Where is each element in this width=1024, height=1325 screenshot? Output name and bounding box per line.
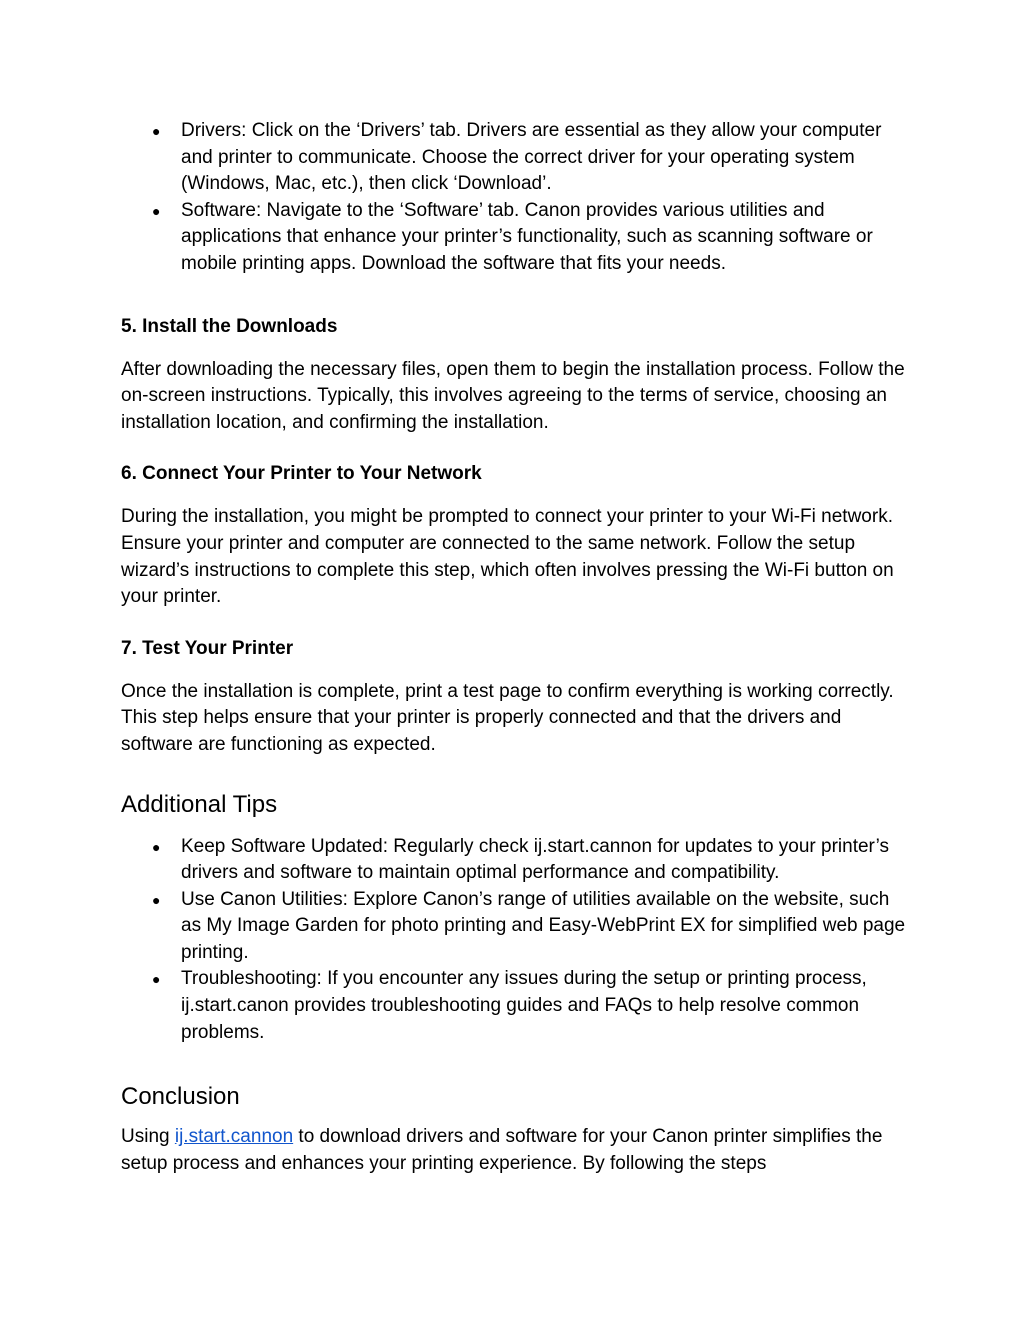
document-content — [121, 118, 911, 1177]
list-item — [121, 118, 911, 198]
step7-body: Once the installation is complete, print a test page to confirm everything is working correctly. This step helps ensure that your printer is properly connected and that the drivers and software are functioning as expected. — [121, 680, 894, 755]
list-item-text: Keep Software Updated: Regularly check ij.start.cannon for updates to your printer’s drivers and software to maintain optimal performance and compatibility. — [181, 835, 889, 884]
step6-heading: 6. Connect Your Printer to Your Network — [121, 463, 482, 485]
step5-heading: 5. Install the Downloads — [121, 315, 338, 337]
list-item-text: Drivers: Click on the ‘Drivers’ tab. Drivers are essential as they allow your computer and printer to communicate. Choose the correct driver for your operating system (Windows, Mac, etc.), then click ‘Download’. — [181, 120, 882, 195]
tips-list — [121, 834, 911, 1047]
download-options-list — [121, 118, 911, 278]
conclusion-rest: to download drivers and software for your Canon printer simplifies the setup process and enhances your printing experience. By following the steps — [121, 1126, 883, 1174]
step5-body: After downloading the necessary files, open them to begin the installation process. Follow the on-screen instructions. Typically, this involves agreeing to the terms of service, choosing an installation location, and confirming the installation. — [121, 358, 905, 433]
list-item — [121, 966, 911, 1046]
list-item-text: Troubleshooting: If you encounter any issues during the setup or printing process, ij.start.canon provides troubleshooting guides and FAQs to help resolve common problems. — [181, 968, 867, 1043]
additional-tips-heading: Additional Tips — [121, 790, 278, 818]
bullet-icon: ● — [152, 123, 161, 139]
list-item — [121, 834, 911, 887]
bullet-icon: ● — [152, 202, 161, 219]
bullet-icon: ● — [152, 971, 161, 988]
bullet-icon: ● — [152, 838, 161, 855]
step6-body: During the installation, you might be prompted to connect your printer to your Wi-Fi network. Ensure your printer and computer are connected to the same network. Follow the setup wizard’s instructions to complete this step, which often involves pressing the Wi-Fi button on your printer. — [121, 506, 894, 608]
list-item — [121, 887, 911, 967]
list-item-text: Software: Navigate to the ‘Software’ tab. Canon provides various utilities and applications that enhance your printer’s functionality, such as scanning software or mobile printing apps. Download the software that fits your needs. — [181, 199, 873, 274]
bullet-icon: ● — [152, 891, 161, 908]
list-item — [121, 198, 911, 278]
step7-heading: 7. Test Your Printer — [121, 637, 294, 659]
conclusion-body — [121, 1124, 911, 1177]
conclusion-heading: Conclusion — [121, 1083, 240, 1111]
conclusion-intro: Using — [121, 1126, 175, 1148]
ij-start-cannon-link[interactable]: ij.start.cannon — [174, 1126, 294, 1148]
list-item-text: Use Canon Utilities: Explore Canon’s range of utilities available on the website, such as My Image Garden for photo printing and Easy-WebPrint EX for simplified web page printing. — [181, 888, 906, 963]
